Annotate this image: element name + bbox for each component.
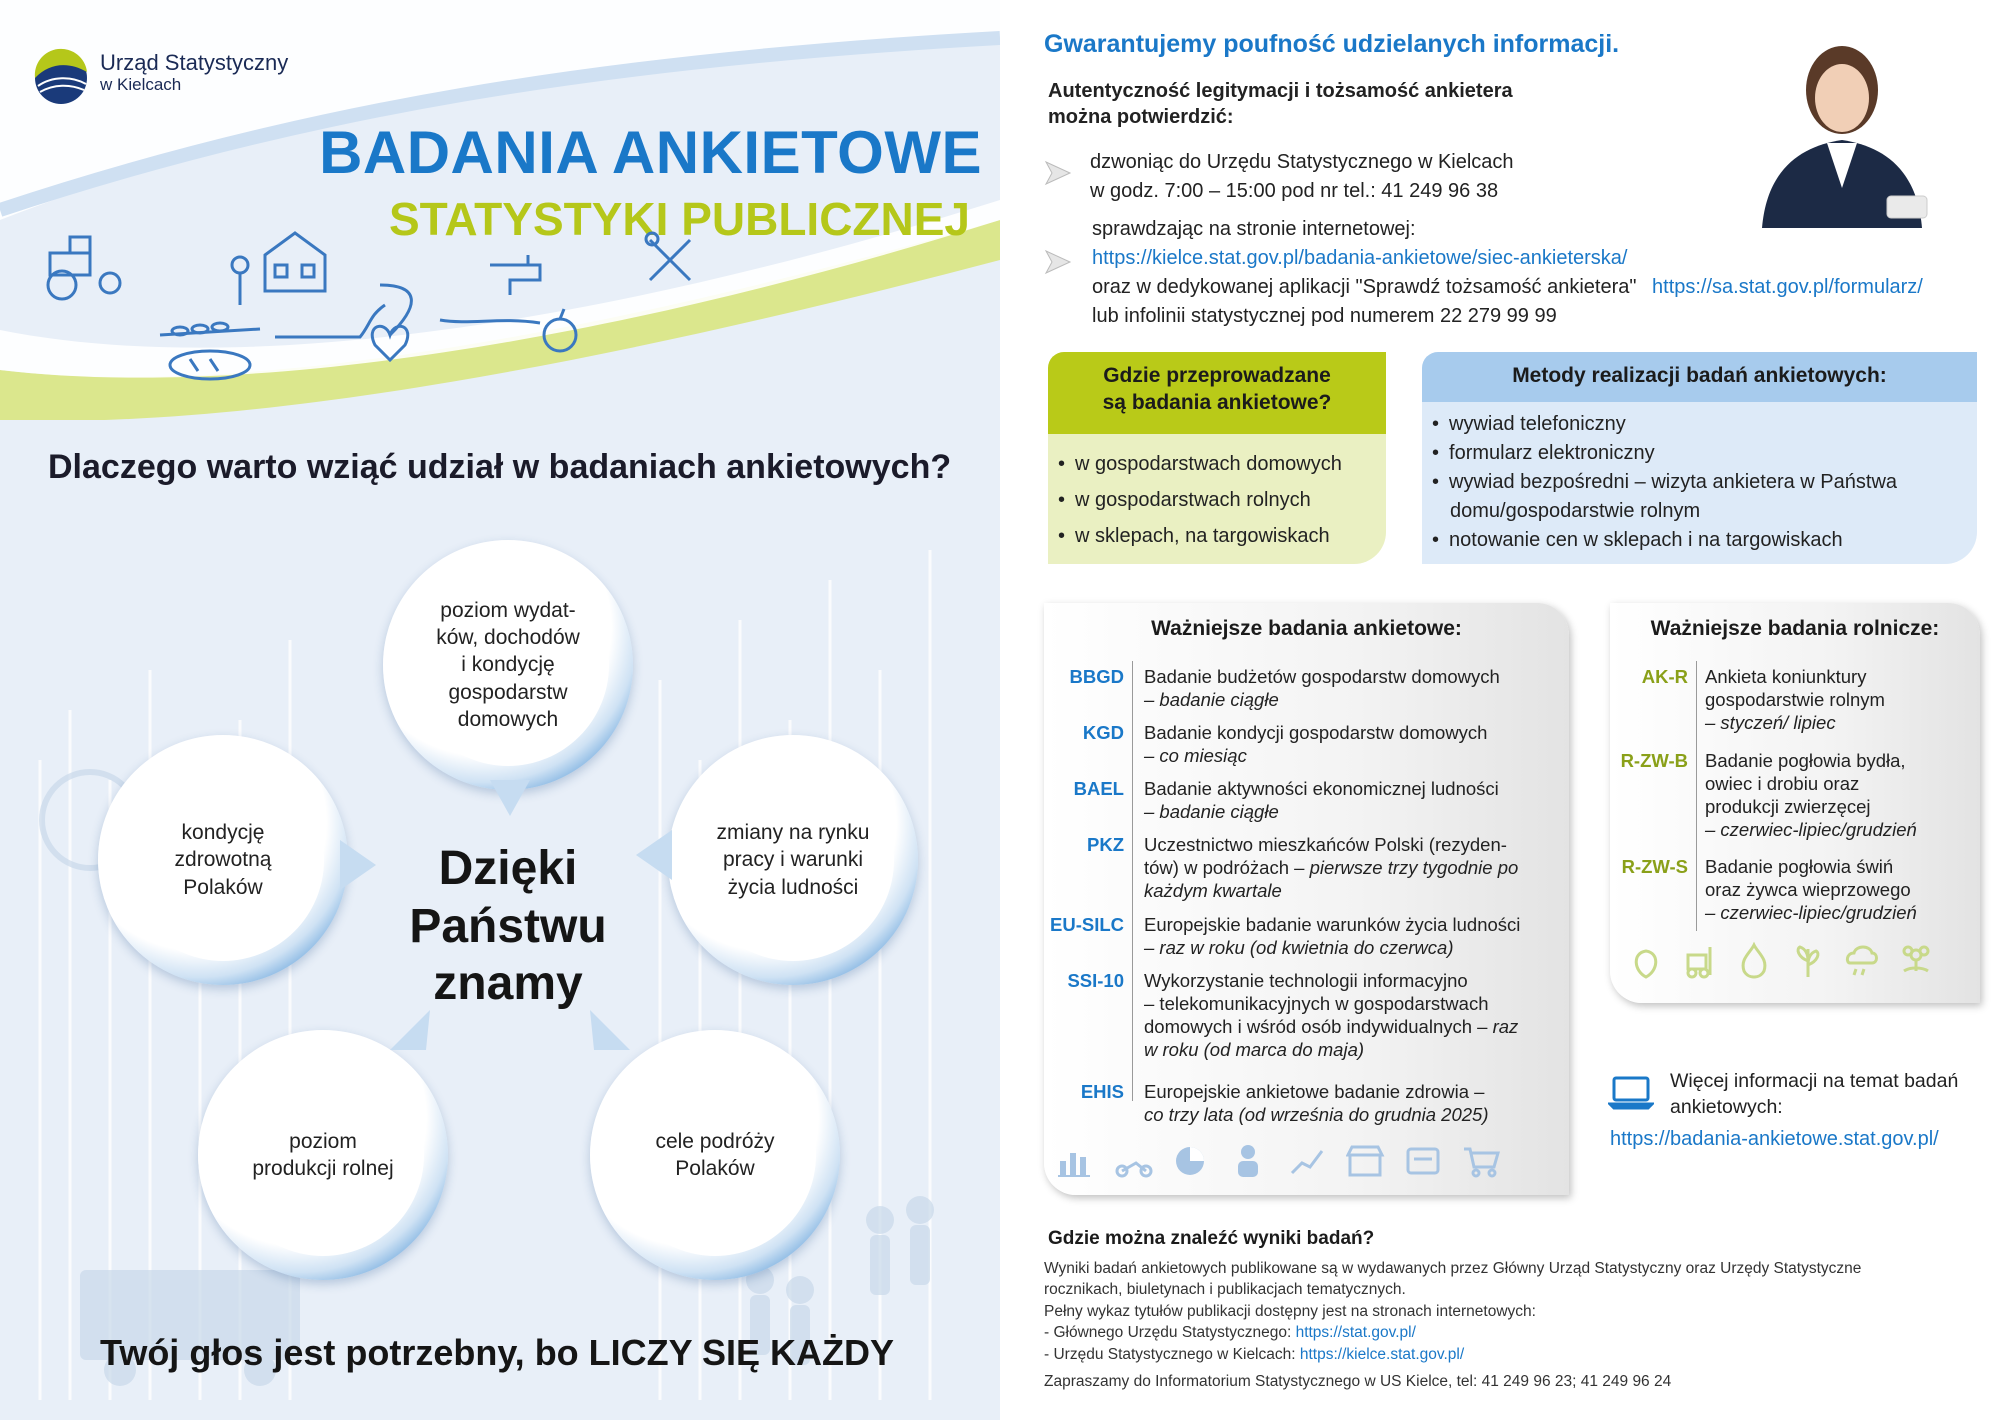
agri-name-cont: produkcji zwierzęcej — [1705, 796, 1871, 818]
survey-name: Badanie kondycji gospodarstw domowych — [1144, 722, 1488, 743]
web-contact — [1092, 215, 1923, 331]
surveys-box — [1044, 603, 1569, 1195]
scooter-icon — [1114, 1143, 1154, 1179]
divider — [1696, 661, 1697, 931]
web-contact-line1: sprawdzając na stronie internetowej: — [1092, 218, 1416, 240]
results-p1: Wyniki badań ankietowych publikowane są w wydawanych przez Główny Urząd Statystyczny oraz Urzędy Statystyczne — [1044, 1260, 1862, 1277]
results-heading: Gdzie można znaleźć wyniki badań? — [1048, 1228, 1375, 1249]
list-item: • formularz elektroniczny — [1432, 439, 1977, 468]
center-line3: znamy — [433, 957, 583, 1011]
results-p4: Zapraszamy do Informatorium Statystycznego w US Kielce, tel: 41 249 96 23; 41 249 96 24 — [1044, 1372, 1672, 1390]
list-item: • wywiad bezpośredni – wizyta ankietera w Państwa — [1432, 468, 1977, 497]
flower-icon — [1898, 941, 1934, 981]
survey-name: Uczestnictwo mieszkańców Polski (rezyden- — [1144, 834, 1507, 855]
bar-chart-icon — [1056, 1143, 1096, 1179]
agri-name: Badanie pogłowia bydła, — [1705, 750, 1906, 771]
phone-contact-line1: dzwoniąc do Urzędu Statystycznego w Kielcach — [1090, 151, 1514, 173]
laptop-icon — [1608, 1074, 1654, 1110]
center-line2: Państwu — [409, 899, 607, 953]
survey-frequency-cont: każdym kwartale — [1144, 880, 1282, 902]
bubble-left-text: kondycję zdrowotną Polaków — [122, 759, 324, 961]
agri-code: R-ZW-S — [1621, 856, 1688, 877]
web-contact-app-text: oraz w dedykowanej aplikacji "Sprawdź tożsamość ankietera" — [1092, 276, 1637, 298]
survey-name: Badanie budżetów gospodarstw domowych — [1144, 666, 1500, 687]
wheat-icon — [160, 323, 260, 335]
results-us-label: - Urzędu Statystycznego w Kielcach: — [1044, 1345, 1296, 1363]
list-item: • w gospodarstwach rolnych — [1058, 482, 1386, 518]
agri-icons — [1628, 941, 1952, 981]
bubble-bottom-right-text: cele podróży Polaków — [614, 1054, 816, 1256]
bread-icon — [170, 351, 250, 379]
tools-icon — [646, 233, 690, 280]
survey-name-cont: – telekomunikacyjnych w gospodarstwach — [1144, 993, 1489, 1015]
apple-icon — [544, 309, 576, 351]
right-panel — [1000, 0, 2000, 1420]
confidentiality-heading: Gwarantujemy poufność udzielanych informacji. — [1044, 30, 1620, 58]
more-info-line2: ankietowych: — [1670, 1096, 1783, 1119]
tractor-icon — [48, 237, 120, 299]
interviewer-network-link[interactable]: https://kielce.stat.gov.pl/badania-ankietowe/siec-ankieterska/ — [1092, 247, 1628, 269]
bottom-slogan: Twój głos jest potrzebny, bo LICZY SIĘ KAŻDY — [100, 1332, 895, 1373]
survey-frequency: pierwsze trzy tygodnie po — [1309, 857, 1519, 879]
logo-line2: w Kielcach — [100, 74, 182, 94]
methods-list — [1422, 402, 1977, 564]
onion-icon — [1736, 941, 1772, 981]
list-item: • w gospodarstwach domowych — [1058, 446, 1386, 482]
antenna-icon — [232, 257, 248, 305]
survey-frequency: raz — [1492, 1016, 1519, 1038]
agri-name: Badanie pogłowia świń — [1705, 856, 1894, 877]
pie-chart-icon — [1172, 1143, 1212, 1179]
logo-line1: Urząd Statystyczny — [100, 49, 289, 75]
center-statement — [378, 840, 638, 1013]
main-title-line2: STATYSTYKI PUBLICZNEJ — [389, 193, 970, 245]
house-icon — [265, 233, 325, 291]
agri-surveys-box — [1610, 603, 1980, 1003]
bubble-bottom-left — [198, 1030, 448, 1280]
authenticity-heading — [1048, 78, 1568, 130]
authenticity-line2: można potwierdzić: — [1048, 106, 1234, 128]
survey-name-cont: domowych i wśród osób indywidualnych – — [1144, 1016, 1488, 1038]
web-contact-hotline: lub infolinii statystycznej pod numerem 22 279 99 99 — [1092, 305, 1557, 327]
rain-cloud-icon — [1844, 941, 1880, 981]
bubble-bottom-right — [590, 1030, 840, 1280]
bubble-top-pointer — [490, 780, 530, 820]
shop-icon — [1346, 1143, 1386, 1179]
survey-icons — [1056, 1143, 1520, 1179]
survey-code: BAEL — [1073, 778, 1124, 799]
bubble-bottom-left-text: poziom produkcji rolnej — [222, 1054, 424, 1256]
results-text — [1044, 1258, 1984, 1392]
calculator-icon — [1404, 1143, 1444, 1179]
survey-frequency: co trzy lata (od września do grudnia 2025) — [1144, 1104, 1489, 1126]
more-info-line1: Więcej informacji na temat badań — [1670, 1070, 1959, 1092]
line-chart-icon — [1288, 1143, 1328, 1179]
agri-code: AK-R — [1641, 666, 1688, 687]
methods-heading: Metody realizacji badań ankietowych: — [1422, 352, 1977, 402]
more-info-text — [1670, 1068, 1958, 1121]
list-item: • notowanie cen w sklepach i na targowiskach — [1432, 526, 1977, 555]
list-item-continuation: domu/gospodarstwie rolnym — [1450, 500, 1701, 522]
survey-name: Europejskie badanie warunków życia ludności — [1144, 914, 1521, 935]
survey-code: PKZ — [1087, 834, 1124, 855]
where-list — [1048, 434, 1386, 564]
arrow-icon — [1044, 247, 1074, 277]
arrow-icon — [1044, 158, 1074, 188]
authenticity-line1: Autentyczność legitymacji i tożsamość ankietera — [1048, 80, 1513, 102]
survey-code: SSI-10 — [1067, 970, 1124, 991]
bubble-bottom-left-pointer — [390, 1010, 430, 1050]
agri-name-cont: gospodarstwie rolnym — [1705, 689, 1885, 711]
forklift-icon — [1682, 941, 1718, 981]
gus-link[interactable]: https://stat.gov.pl/ — [1295, 1324, 1416, 1342]
agri-name-cont: oraz żywca wieprzowego — [1705, 879, 1911, 901]
bubble-left — [98, 735, 348, 985]
survey-frequency: – badanie ciągłe — [1144, 689, 1279, 711]
agri-heading: Ważniejsze badania rolnicze: — [1650, 617, 1940, 640]
bubble-right — [668, 735, 918, 985]
bubble-bottom-right-pointer — [590, 1010, 630, 1050]
us-logo-icon — [30, 32, 92, 112]
survey-name: Badanie aktywności ekonomicznej ludności — [1144, 778, 1499, 799]
where-heading — [1048, 352, 1386, 434]
survey-frequency: – raz w roku (od kwietnia do czerwca) — [1144, 937, 1454, 959]
logo — [30, 32, 288, 112]
agri-frequency: – styczeń/ lipiec — [1705, 712, 1836, 734]
survey-info-link[interactable]: https://badania-ankietowe.stat.gov.pl/ — [1610, 1128, 1939, 1150]
plant-icon — [1790, 941, 1826, 981]
divider — [1132, 661, 1133, 1101]
agri-frequency: – czerwiec-lipiec/grudzień — [1705, 819, 1917, 841]
web-contact-app — [1092, 273, 1923, 302]
survey-name: Wykorzystanie technologii informacyjno — [1144, 970, 1468, 991]
survey-frequency: – badanie ciągłe — [1144, 801, 1279, 823]
bubble-top — [383, 540, 633, 790]
survey-name: Europejskie ankietowe badanie zdrowia – — [1144, 1081, 1485, 1102]
why-participate-heading: Dlaczego warto wziąć udział w badaniach ankietowych? — [48, 448, 952, 486]
survey-frequency-cont: w roku (od marca do maja) — [1144, 1039, 1365, 1061]
bubble-left-pointer — [340, 840, 380, 890]
heart-stethoscope-icon — [372, 285, 411, 360]
bubble-right-text: zmiany na rynku pracy i warunki życia ludności — [692, 759, 894, 961]
survey-code: EHIS — [1080, 1081, 1124, 1102]
survey-code: BBGD — [1069, 666, 1124, 687]
survey-code: EU-SILC — [1050, 914, 1124, 935]
phone-contact-line2: w godz. 7:00 – 15:00 pod nr tel.: 41 249 96 38 — [1090, 180, 1499, 202]
bubble-right-pointer — [632, 830, 672, 880]
agri-frequency: – czerwiec-lipiec/grudzień — [1705, 902, 1917, 924]
faucet-icon — [490, 255, 540, 295]
where-heading-line1: Gdzie przeprowadzane — [1103, 364, 1331, 387]
results-p2: rocznikach, biuletynach i publikacjach tematycznych. — [1044, 1281, 1406, 1299]
center-line1: Dzięki — [438, 842, 578, 895]
agri-code: R-ZW-B — [1620, 750, 1688, 771]
strawberry-icon — [1628, 941, 1664, 981]
list-item: • w sklepach, na targowiskach — [1058, 518, 1386, 554]
main-title-line1: BADANIA ANKIETOWE — [319, 119, 982, 186]
phone-contact — [1090, 148, 1514, 206]
bubble-top-text: poziom wydat- ków, dochodów i kondycję gospodarstw domowych — [407, 564, 609, 766]
us-kielce-link[interactable]: https://kielce.stat.gov.pl/ — [1299, 1345, 1465, 1363]
agri-name-cont: owiec i drobiu oraz — [1705, 773, 1860, 795]
results-p3: Pełny wykaz tytułów publikacji dostępny jest na stronach internetowych: — [1044, 1302, 1536, 1320]
cart-icon — [1462, 1143, 1502, 1179]
person-icon — [1230, 1143, 1270, 1179]
interviewer-photo — [1722, 28, 1984, 228]
where-heading-line2: są badania ankietowe? — [1102, 391, 1332, 415]
agri-name: Ankieta koniunktury — [1705, 666, 1867, 687]
results-gus-label: - Głównego Urzędu Statystycznego: — [1044, 1324, 1292, 1342]
list-item: • wywiad telefoniczny — [1432, 410, 1977, 439]
thematic-icons-row — [40, 225, 740, 395]
survey-name-cont: tów) w podróżach – — [1144, 857, 1305, 879]
surveys-heading: Ważniejsze badania ankietowe: — [1151, 617, 1462, 640]
app-form-link[interactable]: https://sa.stat.gov.pl/formularz/ — [1652, 276, 1923, 298]
survey-frequency: – co miesiąc — [1144, 745, 1247, 767]
survey-code: KGD — [1082, 722, 1124, 743]
